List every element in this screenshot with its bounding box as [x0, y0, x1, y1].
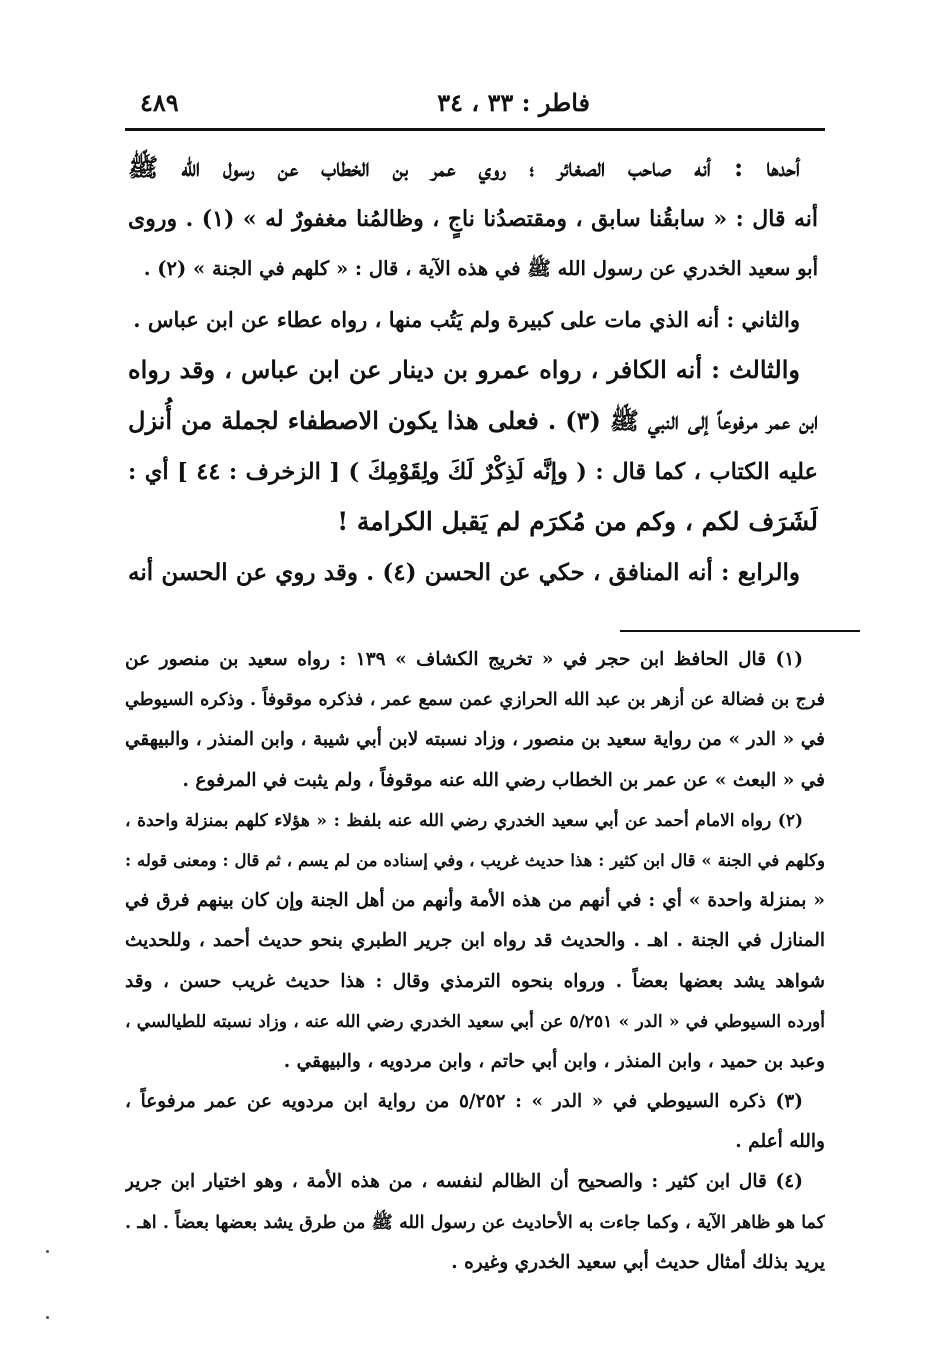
footnote-line: وعبد بن حميد ، وابن المنذر ، وابن أبي حاتم ، وابن مردويه ، والبيهقي . [283, 1050, 825, 1072]
footnote-line: (٣) ذكره السيوطي في « الدر » : ٥/٢٥٢ من رواية ابن مردويه عن عمر مرفوعاً ، [125, 1091, 803, 1113]
main-text [128, 143, 818, 598]
footnote-line: (٤) قال ابن كثير : والصحيح أن الظالم لنفسه ، من هذه الأمة ، وهو اختيار ابن جرير [125, 1171, 803, 1193]
header-rule [125, 128, 825, 131]
text-line: والرابع : أنه المنافق ، حكي عن الحسن (٤) . وقد روي عن الحسن أنه [128, 558, 800, 586]
footnote-line: في « الدر » من رواية سعيد بن منصور ، وزاد نسبته لابن أبي شيبة ، وابن المنذر ، والبيهقي [125, 729, 825, 751]
text-line: أنه قال : « سابقُنا سابق ، ومقتصدُنا ناجٍ ، وظالمُنا مغفورٌ له » (١) . وروى [128, 205, 818, 232]
footnote-line: فرج بن فضالة عن أزهر بن عبد الله الحرازي عمن سمع عمر ، فذكره موقوفاً . وذكره السيوطي [125, 690, 825, 711]
surah-title: فاطر : ٣٣ ، ٣٤ [437, 88, 590, 117]
footnote-line: يريد بذلك أمثال حديث أبي سعيد الخدري وغيره . [451, 1251, 825, 1273]
footnote-line: « بمنزلة واحدة » أي : في أنهم من هذه الأمة وأنهم من أهل الجنة وإن كان بينهم فرق في [125, 890, 825, 912]
text-line: عليه الكتاب ، كما قال : ( وإنَّه لَذِكْرٌ لَكَ ولِقَوْمِكَ ) [ الزخرف : ٤٤ ] أي : [128, 458, 818, 485]
running-header [125, 88, 820, 128]
footnotes [125, 640, 825, 1283]
text-line: أحدها : أنه صاحب الصغائر ؛ روي عمر بن الخطاب عن رسول الله ﷺ [128, 153, 800, 182]
text-line: والثالث : أنه الكافر ، رواه عمرو بن دينار عن ابن عباس ، وقد رواه [128, 355, 800, 385]
scan-speck [46, 1316, 49, 1319]
footnote-line: شواهد يشد بعضها بعضاً . ورواه بنحوه الترمذي وقال : هذا حديث غريب حسن ، وقد [125, 970, 825, 992]
scan-speck [46, 1250, 49, 1253]
footnote-separator [620, 630, 860, 632]
footnote-line: في « البعث » عن عمر بن الخطاب رضي الله عنه موقوفاً ، ولم يثبت في المرفوع . [182, 769, 825, 791]
footnote-line: (٢) رواه الامام أحمد عن أبي سعيد الخدري رضي الله عنه بلفظ : « هؤلاء كلهم بمنزلة واحدة ، [125, 810, 803, 831]
footnote-line: كما هو ظاهر الآية ، وكما جاءت به الأحاديث عن رسول الله ﷺ من طرق يشد بعضها بعضاً . اهـ . [125, 1212, 825, 1233]
text-line: والثاني : أنه الذي مات على كبيرة ولم يَتُب منها ، رواه عطاء عن ابن عباس . [133, 306, 800, 332]
footnote-line: أورده السيوطي في « الدر » ٥/٢٥١ عن أبي سعيد الخدري رضي الله عنه ، وزاد نسبته للطيالسي ، [125, 1011, 825, 1032]
text-line: لَشَرَف لكم ، وكم من مُكرَم لم يَقبل الكرامة ! [337, 507, 818, 537]
footnote-line: المنازل في الجنة . اهـ . والحديث قد رواه ابن جرير الطبري بنحو حديث أحمد ، وللحديث [125, 930, 825, 952]
footnote-line: (١) قال الحافظ ابن حجر في « تخريج الكشاف » ١٣٩ : رواه سعيد بن منصور عن [125, 649, 803, 670]
text-line: ابن عمر مرفوعاً إلى النبي ﷺ (٣) . فعلى هذا يكون الاصطفاء لجملة من أُنزل [128, 405, 818, 435]
footnote-line: وكلهم في الجنة » قال ابن كثير : هذا حديث غريب ، وفي إسناده من لم يسم ، ثم قال : ومعنى قوله : [125, 850, 825, 870]
page-number: ٤٨٩ [140, 88, 179, 117]
text-line: أبو سعيد الخدري عن رسول الله ﷺ في هذه الآية ، قال : « كلهم في الجنة » (٢) . [143, 257, 818, 281]
footnote-line: والله أعلم . [735, 1131, 825, 1153]
